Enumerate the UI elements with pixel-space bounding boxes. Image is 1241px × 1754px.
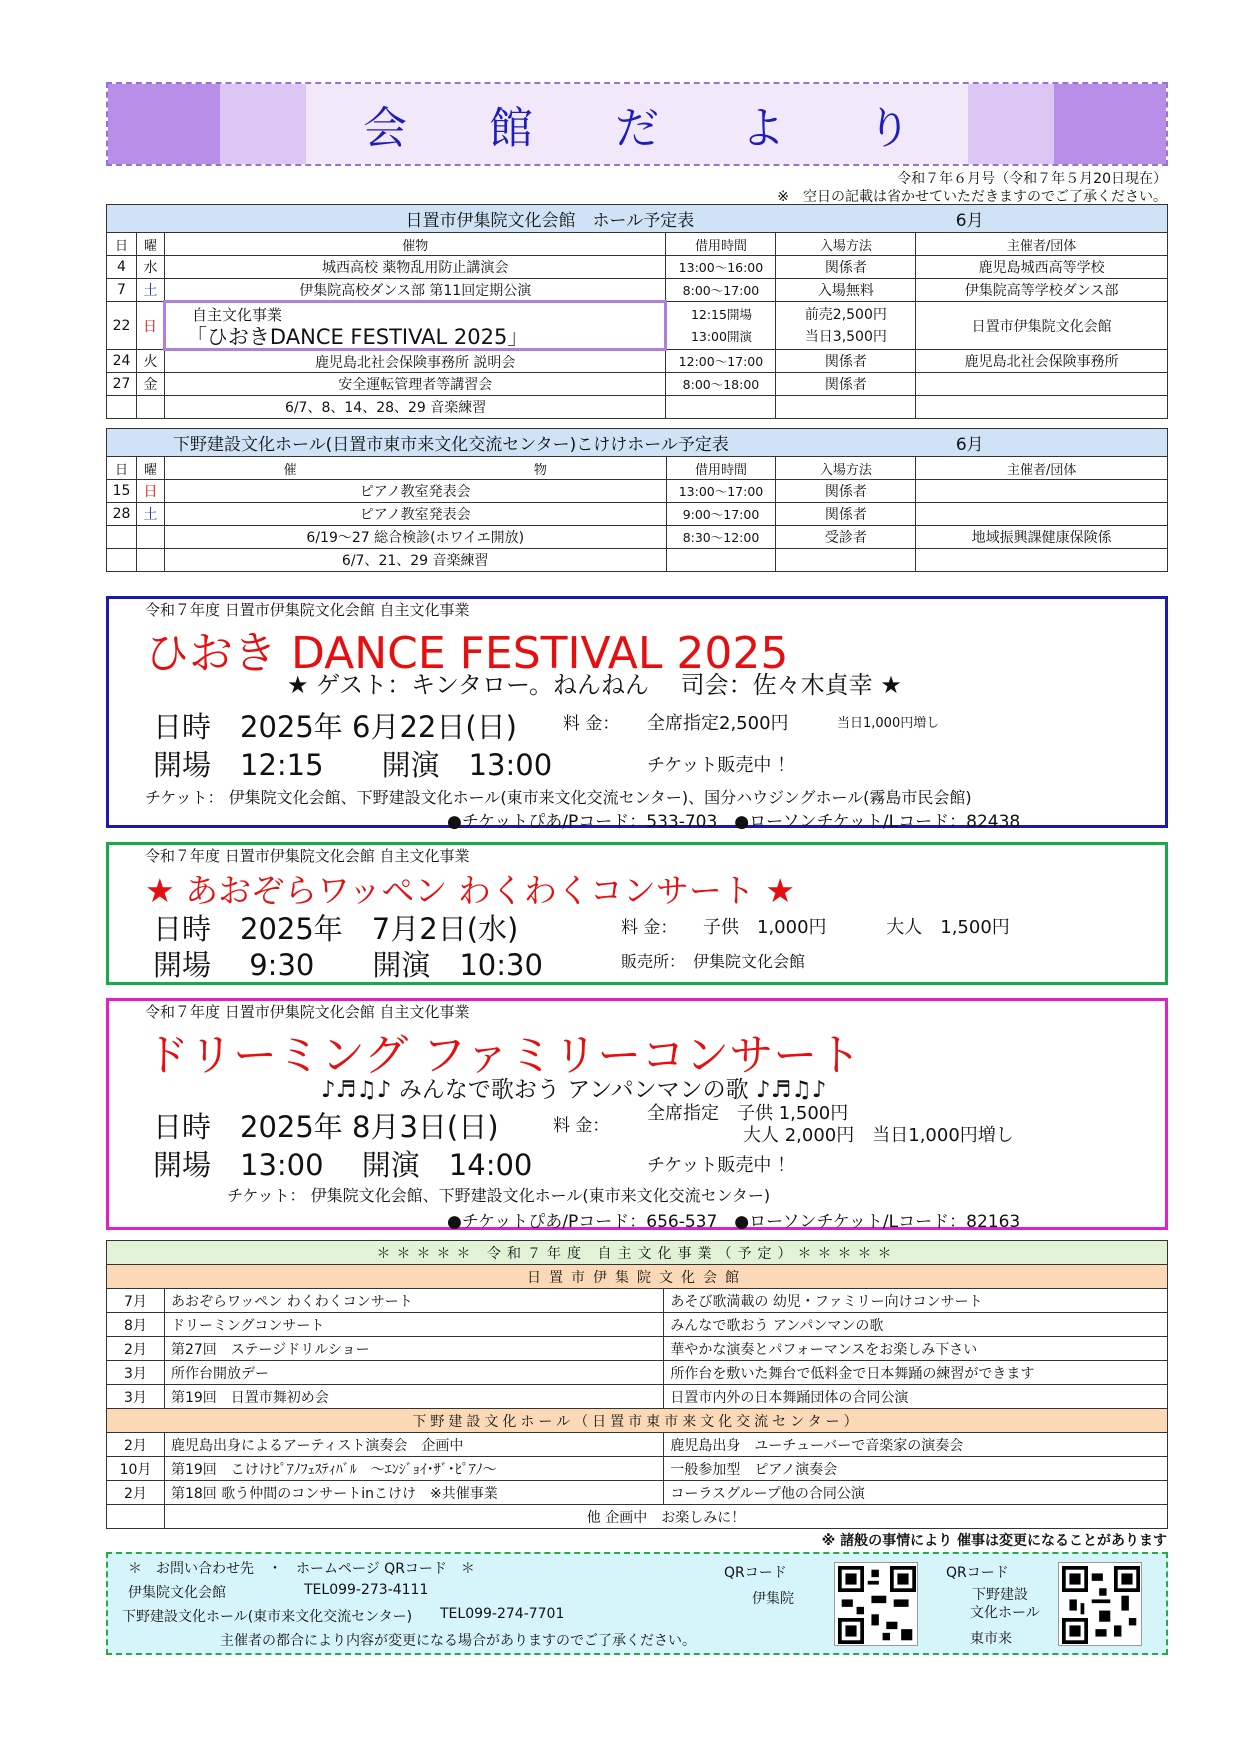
- cell-organizer: [916, 503, 1168, 526]
- table-title-row: [107, 205, 1168, 233]
- cell-day: 4: [107, 256, 137, 279]
- table-header-row: [107, 233, 1168, 256]
- ticket-sale: チケット販売中 ！: [647, 1155, 796, 1176]
- header-weekday: 曜: [136, 233, 164, 256]
- cell-time: 13:00〜17:00: [666, 480, 776, 503]
- qr-koke-name-2: 文化ホール: [970, 1605, 1040, 1621]
- table-header-row: [107, 457, 1168, 480]
- cell-time: 12:00〜17:00: [666, 350, 776, 373]
- cell-entry: 関係者: [776, 503, 916, 526]
- cell-description: 日置市内外の日本舞踊団体の合同公演: [664, 1385, 1168, 1409]
- koke-schedule-table: [106, 428, 1168, 572]
- section-row: [107, 1265, 1168, 1289]
- cell-event: 6/19〜27 総合検診(ホワイエ開放): [164, 526, 666, 549]
- ijuin-schedule-table: [106, 204, 1168, 419]
- contact-note: 主催者の都合により内容が変更になる場合がありますのでご了承ください。: [220, 1633, 696, 1649]
- cell-month: 2月: [107, 1337, 165, 1361]
- cell-month: 3月: [107, 1361, 165, 1385]
- event-guest: ★ ゲスト：キンタロー。ねんねん 司会：佐々木貞幸 ★: [287, 671, 902, 699]
- ticket-outlets: チケット： 伊集院文化会館、下野建設文化ホール(東市来文化交流センター): [227, 1186, 771, 1205]
- header-entry: 入場方法: [776, 457, 916, 480]
- cell-description: 一般参加型 ピアノ演奏会: [664, 1457, 1168, 1481]
- table-row: [107, 549, 1168, 572]
- header-organizer: 主催者/団体: [916, 457, 1168, 480]
- change-note: ※ 諸般の事情により 催事は変更になることがあります: [821, 1533, 1167, 1549]
- header-event: 催物: [164, 233, 666, 256]
- cell-day: 22: [107, 302, 137, 350]
- cell-event: 鹿児島北社会保険事務所 説明会: [164, 350, 666, 373]
- cell-event-highlight: [164, 302, 666, 350]
- cell-entry: 入場無料: [776, 279, 916, 302]
- cell-organizer: 地域振興課健康保険係: [916, 526, 1168, 549]
- door-price: 当日3,500円: [804, 328, 887, 345]
- contact-title: ＊ お問い合わせ先 ・ ホームページ QRコード ＊: [128, 1561, 475, 1577]
- cell-time: 8:30〜12:00: [666, 526, 776, 549]
- cell-day: 24: [107, 350, 137, 373]
- cell-time: [666, 302, 776, 350]
- cell-description: あそび歌満載の 幼児・ファミリー向けコンサート: [664, 1289, 1168, 1313]
- cell-entry: 関係者: [776, 480, 916, 503]
- cell-day: 27: [107, 373, 137, 396]
- cell-organizer: 日置市伊集院文化会館: [916, 302, 1168, 350]
- section-row: [107, 1409, 1168, 1433]
- table-row: [107, 1337, 1168, 1361]
- event-title: 「ひおきDANCE FESTIVAL 2025」: [185, 324, 529, 349]
- table-row: [107, 1481, 1168, 1505]
- cell-weekday: 土: [136, 279, 164, 302]
- cell-program: 第19回 日置市舞初め会: [164, 1385, 663, 1409]
- practice-dates: 6/7、8、14、28、29 音楽練習: [164, 396, 666, 419]
- table-row: [107, 373, 1168, 396]
- cell-organizer: 鹿児島城西高等学校: [916, 256, 1168, 279]
- cell-program: 所作台開放デー: [164, 1361, 663, 1385]
- contact-koke-name: 下野建設文化ホール(東市来文化交流センター): [122, 1609, 413, 1625]
- cell-month: 8月: [107, 1313, 165, 1337]
- section-koke: 下野建設文化ホール（日置市東市来文化交流センター）: [107, 1409, 1168, 1433]
- cell-entry: 受診者: [776, 526, 916, 549]
- advance-price: 前売2,500円: [804, 306, 887, 323]
- cell-month: 7月: [107, 1289, 165, 1313]
- koke-month: 6月: [916, 429, 1168, 457]
- header-event-1: 催: [164, 457, 415, 480]
- table-row: [107, 1433, 1168, 1457]
- cell-event: 伊集院高校ダンス部 第11回定期公演: [164, 279, 666, 302]
- dreaming-concert-panel: [106, 998, 1168, 1230]
- ticket-sale: チケット販売中 ！: [647, 755, 796, 776]
- table-row: [107, 1505, 1168, 1529]
- open-time: 12:15開場: [690, 306, 752, 322]
- cell-program: 第19回 こけけﾋﾟｱﾉﾌｪｽﾃｨﾊﾞﾙ 〜ｴﾝｼﾞｮｲ･ｻﾞ･ﾋﾟｱﾉ〜: [164, 1457, 663, 1481]
- cell-day: 15: [107, 480, 137, 503]
- header-organizer: 主催者/団体: [916, 233, 1168, 256]
- table-row: [107, 1289, 1168, 1313]
- event-subtitle: ♪♬♫♪ みんなで歌おう アンパンマンの歌 ♪♬♫♪: [321, 1077, 827, 1103]
- cell-entry: 関係者: [776, 350, 916, 373]
- event-fee: 子供 1,000円 大人 1,500円: [703, 917, 1010, 938]
- cell-program: 鹿児島出身によるアーティスト演奏会 企画中: [164, 1433, 663, 1457]
- event-title: ドリーミング ファミリーコンサート: [145, 1030, 862, 1081]
- event-date: 日時 2025年 8月3日(日): [153, 1110, 499, 1144]
- cell-event: 城西高校 薬物乱用防止講演会: [164, 256, 666, 279]
- fee-label: 料 金：: [553, 1116, 610, 1136]
- cell-description: 華やかな演奏とパフォーマンスをお楽しみ下さい: [664, 1337, 1168, 1361]
- qr-ijuin-name: 伊集院: [752, 1591, 794, 1607]
- event-sponsor: 令和７年度 日置市伊集院文化会館 自主文化事業: [145, 1003, 470, 1021]
- wappen-concert-panel: [106, 842, 1168, 985]
- other-plans: 他 企画中 お楽しみに！: [164, 1505, 1167, 1529]
- issue-date: 令和７年６月号（令和７年５月20日現在）: [897, 171, 1167, 187]
- section-ijuin: 日置市伊集院文化会館: [107, 1265, 1168, 1289]
- table-title-row: [107, 429, 1168, 457]
- qr-koke-name-3: 東市来: [970, 1631, 1012, 1647]
- cell-month: 2月: [107, 1433, 165, 1457]
- event-title: ★ あおぞらワッペン わくわくコンサート ★: [145, 871, 795, 910]
- cell-description: みんなで歌おう アンパンマンの歌: [664, 1313, 1168, 1337]
- table-row: [107, 396, 1168, 419]
- cell-program: 第18回 歌う仲間のコンサートinこけけ ※共催事業: [164, 1481, 663, 1505]
- ticket-seller: 販売所： 伊集院文化会館: [621, 952, 806, 971]
- newsletter-header: [106, 82, 1168, 166]
- event-sponsor: 令和７年度 日置市伊集院文化会館 自主文化事業: [145, 601, 470, 619]
- event-fee-adult: 大人 2,000円 当日1,000円増し: [743, 1125, 1014, 1146]
- qr-ijuin-code[interactable]: [834, 1562, 918, 1646]
- practice-dates: 6/7、21、29 音楽練習: [164, 549, 666, 572]
- annual-program-table: [106, 1240, 1168, 1529]
- event-date: 日時 2025年 7月2日(水): [153, 912, 519, 946]
- contact-ijuin-name: 伊集院文化会館: [128, 1585, 226, 1601]
- cell-time: 8:00〜18:00: [666, 373, 776, 396]
- cell-program: あおぞらワッペン わくわくコンサート: [164, 1289, 663, 1313]
- fee-label: 料 金：: [621, 918, 678, 938]
- table-row: [107, 302, 1168, 350]
- cell-weekday: 火: [136, 350, 164, 373]
- table-row: [107, 1361, 1168, 1385]
- cell-weekday: 金: [136, 373, 164, 396]
- annual-title: ＊＊＊＊＊ 令和７年度 自主文化事業（予定）＊＊＊＊＊: [107, 1241, 1168, 1265]
- table-row: [107, 503, 1168, 526]
- cell-month: 3月: [107, 1385, 165, 1409]
- table-row: [107, 1313, 1168, 1337]
- cell-organizer: 伊集院高等学校ダンス部: [916, 279, 1168, 302]
- contact-panel: [106, 1552, 1168, 1655]
- table-row: [107, 480, 1168, 503]
- header-time: 借用時間: [666, 457, 776, 480]
- header-day: 日: [107, 233, 137, 256]
- event-open-start: 開場 12:15 開演 13:00: [153, 748, 553, 782]
- cell-weekday: 土: [136, 503, 164, 526]
- cell-entry: 関係者: [776, 373, 916, 396]
- schedule-note: ※ 空日の記載は省かせていただきますのでご了承ください。: [777, 189, 1167, 205]
- header-event-2: 物: [415, 457, 666, 480]
- qr-ijuin-label: QRコード: [724, 1565, 787, 1581]
- cell-description: コーラスグループ他の合同公演: [664, 1481, 1168, 1505]
- header-entry: 入場方法: [776, 233, 916, 256]
- ticket-codes: ●チケットぴあ/Pコード：533-703 ●ローソンチケット/Lコード：82438: [447, 812, 1021, 832]
- header-time: 借用時間: [666, 233, 776, 256]
- annual-title-row: [107, 1241, 1168, 1265]
- cell-description: 鹿児島出身 ユーチューバーで音楽家の演奏会: [664, 1433, 1168, 1457]
- newsletter-title: 会 館 だ よ り: [306, 84, 968, 164]
- table-row: [107, 526, 1168, 549]
- cell-entry: [776, 302, 916, 350]
- cell-time: 8:00〜17:00: [666, 279, 776, 302]
- cell-time: 9:00〜17:00: [666, 503, 776, 526]
- table-row: [107, 350, 1168, 373]
- event-date: 日時 2025年 6月22日(日): [153, 710, 518, 744]
- cell-month: 10月: [107, 1457, 165, 1481]
- cell-weekday: 日: [136, 480, 164, 503]
- table-row: [107, 1457, 1168, 1481]
- header-day: 日: [107, 457, 137, 480]
- koke-title: 下野建設文化ホール(日置市東市来文化交流センター)こけけホール予定表: [107, 429, 916, 457]
- contact-koke-tel: TEL099-274-7701: [440, 1606, 565, 1622]
- dance-festival-panel: [106, 596, 1168, 832]
- event-fee-child: 全席指定 子供 1,500円: [647, 1103, 849, 1124]
- cell-day: 28: [107, 503, 137, 526]
- event-open-start: 開場 13:00 開演 14:00: [153, 1148, 533, 1182]
- ticket-outlets: チケット： 伊集院文化会館、下野建設文化ホール(東市来文化交流センター)、国分ハウジングホール(霧島市民会館): [145, 788, 972, 807]
- event-category: 自主文化事業: [191, 305, 282, 324]
- cell-event: 安全運転管理者等講習会: [164, 373, 666, 396]
- cell-day: 7: [107, 279, 137, 302]
- fee-label: 料 金：: [563, 714, 620, 734]
- cell-event: ピアノ教室発表会: [164, 503, 666, 526]
- cell-program: ドリーミングコンサート: [164, 1313, 663, 1337]
- cell-entry: 関係者: [776, 256, 916, 279]
- ticket-codes: ●チケットぴあ/Pコード：656-537 ●ローソンチケット/Lコード：82163: [447, 1212, 1021, 1232]
- header-weekday: 曜: [136, 457, 164, 480]
- fee-note: 当日1,000円増し: [837, 716, 940, 731]
- cell-time: 13:00〜16:00: [666, 256, 776, 279]
- event-open-start: 開場 9:30 開演 10:30: [153, 948, 543, 982]
- table-row: [107, 1385, 1168, 1409]
- ijuin-title: 日置市伊集院文化会館 ホール予定表: [107, 205, 916, 233]
- cell-organizer: [916, 480, 1168, 503]
- table-row: [107, 256, 1168, 279]
- cell-weekday: 日: [136, 302, 164, 350]
- cell-organizer: 鹿児島北社会保険事務所: [916, 350, 1168, 373]
- ijuin-month: 6月: [916, 205, 1168, 233]
- start-time: 13:00開演: [690, 328, 752, 344]
- qr-koke-label: QRコード: [946, 1565, 1009, 1581]
- cell-weekday: 水: [136, 256, 164, 279]
- cell-organizer: [916, 373, 1168, 396]
- cell-event: ピアノ教室発表会: [164, 480, 666, 503]
- cell-description: 所作台を敷いた舞台で低料金で日本舞踊の練習ができます: [664, 1361, 1168, 1385]
- event-sponsor: 令和７年度 日置市伊集院文化会館 自主文化事業: [145, 847, 470, 865]
- qr-koke-name-1: 下野建設: [972, 1587, 1028, 1603]
- table-row: [107, 279, 1168, 302]
- cell-month: 2月: [107, 1481, 165, 1505]
- event-title: ひおき DANCE FESTIVAL 2025: [145, 628, 789, 679]
- event-fee: 全席指定2,500円: [647, 713, 789, 734]
- qr-koke-code[interactable]: [1058, 1562, 1142, 1646]
- cell-program: 第27回 ステージドリルショー: [164, 1337, 663, 1361]
- contact-ijuin-tel: TEL099-273-4111: [304, 1582, 429, 1598]
